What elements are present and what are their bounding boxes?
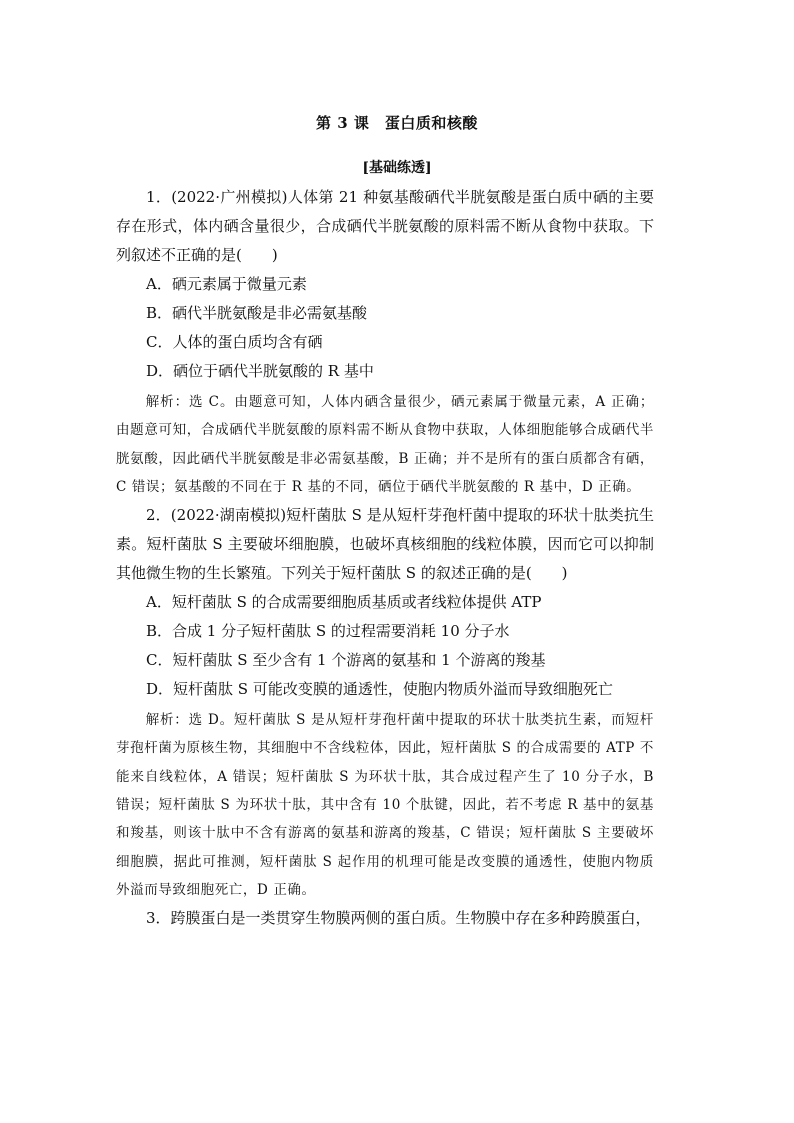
question-list	[116, 183, 654, 933]
question-2	[116, 501, 654, 904]
question-stem: 3．跨膜蛋白是一类贯穿生物膜两侧的蛋白质。生物膜中存在多种跨膜蛋白，	[146, 909, 651, 928]
question-3	[116, 904, 654, 933]
question-stem: 1．(2022·广州模拟)人体第 21 种氨基酸硒代半胱氨酸是蛋白质中硒的主要存在形式，体内硒含量很少，合成硒代半胱氨酸的原料需不断从食物中获取。下列叙述不正确的是( )	[116, 188, 654, 264]
analysis-text: 解析：选 D。短杆菌肽 S 是从短杆芽孢杆菌中提取的环状十肽类抗生素，而短杆芽孢杆菌为原核生物，其细胞中不含线粒体，因此，短杆菌肽 S 的合成需要的 ATP 不能来自线粒体，A 错误；短杆菌肽 S 为环状十肽，其合成过程产生了 10 分子水，B 错误；短杆菌肽 S 为环状十肽，其中含有 10 个肽键，因此，若不考虑 R 基中的氨基和羧基，则该十肽中不含有游离的氨基和游离的羧基，C 错误；短杆菌肽 S 主要破坏细胞膜，据此可推测，短杆菌肽 S 起作用的机理可能是改变膜的通透性，使胞内物质外溢而导致细胞死亡，D 正确。	[116, 712, 654, 898]
option-b: B．硒代半胱氨酸是非必需氨基酸	[146, 304, 368, 322]
option-a: A．硒元素属于微量元素	[146, 275, 307, 293]
section-heading: [基础练透]	[362, 160, 432, 176]
option-a: A．短杆菌肽 S 的合成需要细胞质基质或者线粒体提供 ATP	[146, 593, 542, 612]
option-b: B．合成 1 分子短杆菌肽 S 的过程需要消耗 10 分子水	[146, 622, 510, 641]
analysis-text: 解析：选 C。由题意可知，人体内硒含量很少，硒元素属于微量元素，A 正确；由题意可知，合成硒代半胱氨酸的原料需不断从食物中获取，人体细胞能够合成硒代半胱氨酸，因此硒代半胱氨酸是非必需氨基酸，B 正确；并不是所有的蛋白质都含有硒，C 错误；氨基酸的不同在于 R 基的不同，硒位于硒代半胱氨酸的 R 基中，D 正确。	[116, 394, 654, 495]
question-1	[116, 183, 654, 501]
option-d: D．短杆菌肽 S 可能改变膜的通透性，使胞内物质外溢而导致细胞死亡	[146, 680, 613, 699]
page-title: 第 3 课 蛋白质和核酸	[316, 114, 478, 132]
question-stem: 2．(2022·湖南模拟)短杆菌肽 S 是从短杆芽孢杆菌中提取的环状十肽类抗生素。短杆菌肽 S 主要破坏细胞膜，也破坏真核细胞的线粒体膜，因而它可以抑制其他微生物的生长繁殖。下列关于短杆菌肽 S 的叙述正确的是( )	[116, 506, 654, 583]
option-c: C．人体的蛋白质均含有硒	[146, 333, 323, 351]
option-c: C．短杆菌肽 S 至少含有 1 个游离的氨基和 1 个游离的羧基	[146, 651, 546, 670]
option-d: D．硒位于硒代半胱氨酸的 R 基中	[146, 362, 374, 380]
